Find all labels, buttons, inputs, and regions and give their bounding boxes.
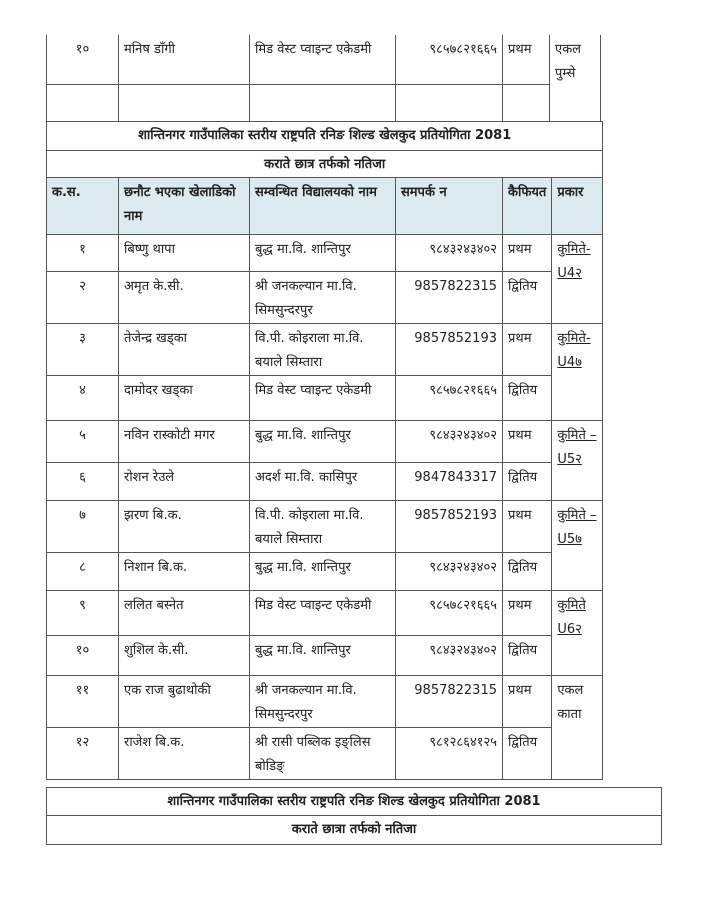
school-cell: बुद्ध मा.वि. शान्तिपुर bbox=[250, 636, 396, 676]
type-cell: कुमिते-U4२ bbox=[552, 235, 603, 324]
player-name-cell: निशान बि.क. bbox=[119, 553, 250, 591]
header-serial: क.स. bbox=[47, 178, 119, 235]
boys-karate-results-table bbox=[46, 121, 603, 780]
remark-cell: प्रथम bbox=[503, 676, 552, 728]
remark-cell: द्वितिय bbox=[503, 636, 552, 676]
type-cell: एकल काता bbox=[552, 676, 603, 780]
table-row bbox=[47, 324, 603, 376]
player-name-cell: मनिष डाँगी bbox=[119, 35, 250, 84]
player-name-cell: रोशन रेउले bbox=[119, 463, 250, 501]
type-cell: कुमिते-U4७ bbox=[552, 324, 603, 421]
table-row bbox=[47, 376, 603, 421]
results-subtitle: कराते छात्रा तर्फको नतिजा bbox=[47, 816, 662, 845]
school-cell: मिड वेस्ट प्वाइन्ट एकेडमी bbox=[250, 376, 396, 421]
empty-cell bbox=[119, 84, 250, 121]
header-player-name: छनौट भएका खेलाडिको नाम bbox=[119, 178, 250, 235]
serial-cell: ५ bbox=[47, 421, 119, 463]
table-row bbox=[47, 636, 603, 676]
player-name-cell: तेजेन्द्र खड्का bbox=[119, 324, 250, 376]
player-name-cell: बिष्णु थापा bbox=[119, 235, 250, 272]
school-cell: वि.पी. कोइराला मा.वि. बयाले सिम्तारा bbox=[250, 501, 396, 553]
table-row bbox=[47, 501, 603, 553]
player-name-cell: नविन रास्कोटी मगर bbox=[119, 421, 250, 463]
school-cell: मिड वेस्ट प्वाइन्ट एकेडमी bbox=[250, 35, 396, 84]
serial-cell: ८ bbox=[47, 553, 119, 591]
contact-cell: ९८४३२४३४०२ bbox=[396, 636, 503, 676]
table-row bbox=[47, 421, 603, 463]
player-name-cell: ललित बस्नेत bbox=[119, 591, 250, 636]
table-header-row bbox=[47, 178, 603, 235]
school-cell: श्री रासी पब्लिक इङ्लिस बोडिङ् bbox=[250, 728, 396, 780]
empty-cell bbox=[503, 84, 550, 121]
remark-cell: प्रथम bbox=[503, 421, 552, 463]
serial-cell: १२ bbox=[47, 728, 119, 780]
type-cell: कुमिते – U5७ bbox=[552, 501, 603, 591]
serial-cell: १० bbox=[47, 35, 119, 84]
remark-cell: द्वितिय bbox=[503, 463, 552, 501]
remark-cell: प्रथम bbox=[503, 35, 550, 84]
header-type: प्रकार bbox=[552, 178, 603, 235]
serial-cell: २ bbox=[47, 272, 119, 324]
contact-cell: ९८५७८२१६६५ bbox=[396, 35, 503, 84]
results-subtitle: कराते छात्र तर्फको नतिजा bbox=[47, 151, 603, 178]
serial-cell: ६ bbox=[47, 463, 119, 501]
player-name-cell: झरण बि.क. bbox=[119, 501, 250, 553]
remark-cell: द्वितिय bbox=[503, 728, 552, 780]
school-cell: बुद्ध मा.वि. शान्तिपुर bbox=[250, 235, 396, 272]
contact-cell: ९८१२८६४१२५ bbox=[396, 728, 503, 780]
serial-cell: ४ bbox=[47, 376, 119, 421]
remark-cell: द्वितिय bbox=[503, 376, 552, 421]
previous-results-fragment bbox=[46, 35, 601, 122]
remark-cell: प्रथम bbox=[503, 235, 552, 272]
type-cell: कुमिते – U5२ bbox=[552, 421, 603, 501]
serial-cell: ७ bbox=[47, 501, 119, 553]
empty-cell bbox=[250, 84, 396, 121]
contact-cell: 9857852193 bbox=[396, 501, 503, 553]
player-name-cell: अमृत के.सी. bbox=[119, 272, 250, 324]
table-row bbox=[47, 676, 603, 728]
school-cell: मिड वेस्ट प्वाइन्ट एकेडमी bbox=[250, 591, 396, 636]
table-row bbox=[47, 272, 603, 324]
serial-cell: ९ bbox=[47, 591, 119, 636]
school-cell: बुद्ध मा.वि. शान्तिपुर bbox=[250, 553, 396, 591]
school-cell: वि.पी. कोइराला मा.वि. बयाले सिम्तारा bbox=[250, 324, 396, 376]
table-row-empty bbox=[47, 84, 601, 121]
school-cell: बुद्ध मा.वि. शान्तिपुर bbox=[250, 421, 396, 463]
contact-cell: 9847843317 bbox=[396, 463, 503, 501]
table-row bbox=[47, 553, 603, 591]
table-row bbox=[47, 728, 603, 780]
header-contact: समपर्क न bbox=[396, 178, 503, 235]
contact-cell: ९८५७८२१६६५ bbox=[396, 591, 503, 636]
table-row bbox=[47, 463, 603, 501]
contact-cell: 9857822315 bbox=[396, 272, 503, 324]
remark-cell: द्वितिय bbox=[503, 553, 552, 591]
remark-cell: प्रथम bbox=[503, 324, 552, 376]
contact-cell: ९८४३२४३४०२ bbox=[396, 235, 503, 272]
header-remark: कैफियत bbox=[503, 178, 552, 235]
serial-cell: १० bbox=[47, 636, 119, 676]
player-name-cell: राजेश बि.क. bbox=[119, 728, 250, 780]
type-cell: कुमिते U6२ bbox=[552, 591, 603, 676]
school-cell: श्री जनकल्यान मा.वि. सिमसुन्दरपुर bbox=[250, 272, 396, 324]
contact-cell: 9857822315 bbox=[396, 676, 503, 728]
player-name-cell: एक राज बुढाथोकी bbox=[119, 676, 250, 728]
competition-title: शान्तिनगर गाउँपालिका स्तरीय राष्ट्रपति रनिङ शिल्ड खेलकुद प्रतियोगिता 2081 bbox=[47, 122, 603, 151]
contact-cell: ९८५७८२१६६५ bbox=[396, 376, 503, 421]
contact-cell: ९८४३२४३४०२ bbox=[396, 421, 503, 463]
girls-karate-results-table bbox=[46, 787, 662, 845]
type-cell: एकल पुम्से bbox=[550, 35, 601, 121]
school-cell: श्री जनकल्यान मा.वि. सिमसुन्दरपुर bbox=[250, 676, 396, 728]
empty-cell bbox=[396, 84, 503, 121]
table-row bbox=[47, 235, 603, 272]
serial-cell: १ bbox=[47, 235, 119, 272]
remark-cell: प्रथम bbox=[503, 501, 552, 553]
contact-cell: 9857852193 bbox=[396, 324, 503, 376]
player-name-cell: शुशिल के.सी. bbox=[119, 636, 250, 676]
contact-cell: ९८४३२४३४०२ bbox=[396, 553, 503, 591]
empty-cell bbox=[47, 84, 119, 121]
school-cell: अदर्श मा.वि. कासिपुर bbox=[250, 463, 396, 501]
player-name-cell: दामोदर खड्का bbox=[119, 376, 250, 421]
serial-cell: ११ bbox=[47, 676, 119, 728]
competition-title: शान्तिनगर गाउँपालिका स्तरीय राष्ट्रपति रनिङ शिल्ड खेलकुद प्रतियोगिता 2081 bbox=[47, 788, 662, 816]
table-row bbox=[47, 35, 601, 84]
remark-cell: द्वितिय bbox=[503, 272, 552, 324]
remark-cell: प्रथम bbox=[503, 591, 552, 636]
table-row bbox=[47, 591, 603, 636]
serial-cell: ३ bbox=[47, 324, 119, 376]
header-school: सम्वन्धित विद्यालयको नाम bbox=[250, 178, 396, 235]
